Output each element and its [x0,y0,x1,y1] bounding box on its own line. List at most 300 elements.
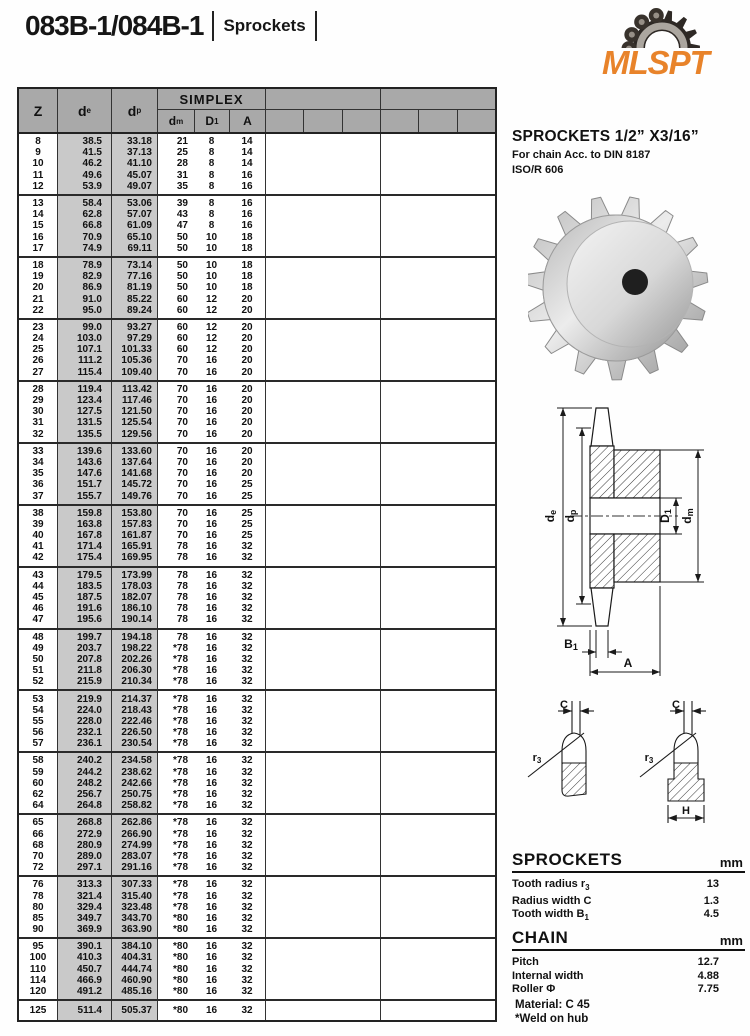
table-row [19,902,495,913]
cell-z: 19 [32,271,44,283]
cell-simplex [157,355,265,366]
cell-dp: 69.11 [127,242,152,254]
table-row-group [19,256,495,318]
sprockets-spec-title: SPROCKETS [512,850,623,869]
cell-empty [380,305,495,316]
cell-empty [265,271,380,282]
cell-dp: 363.90 [121,924,152,936]
table-row [19,305,495,316]
cell-empty [265,333,380,344]
table-row [19,603,495,614]
cell-de: 115.4 [77,366,102,378]
cell-simplex [157,367,265,378]
cell-empty [380,817,495,828]
cell-dp: 173.99 [121,569,152,581]
table-row [19,879,495,890]
table-row [19,789,495,800]
cell-d1: 12 [205,321,218,333]
table-row [19,395,495,406]
cell-dp: 291.16 [121,862,152,874]
cell-a: 32 [241,603,253,615]
table-row [19,367,495,378]
table-row [19,170,495,181]
table-row [19,417,495,428]
cell-dp: 234.58 [121,755,152,767]
cell-de: 66.8 [82,220,102,232]
cell-dm: *78 [172,738,188,750]
table-row-group [19,937,495,999]
cell-dm: *78 [172,665,188,677]
cell-empty [265,541,380,552]
cell-simplex [157,727,265,738]
cell-dm: 21 [176,136,188,148]
cell-d1: 10 [205,282,218,294]
cell-d1: 16 [205,879,218,891]
cell-empty [265,232,380,243]
cell-de: 272.9 [76,828,102,840]
spec-value: 4.5 [703,908,719,921]
cell-simplex [157,716,265,727]
cell-z: 39 [32,518,44,530]
cell-empty [380,902,495,913]
cell-d1: 8 [208,158,215,170]
cell-dm: *80 [172,941,188,953]
cell-z: 48 [32,631,44,643]
cell-de: 195.6 [76,614,102,626]
cell-a: 32 [241,828,253,840]
cell-empty [265,417,380,428]
cell-a: 25 [241,530,253,542]
cell-a: 25 [241,507,253,519]
cell-dp: 133.60 [121,445,152,457]
cell-simplex [157,406,265,417]
cell-empty [380,260,495,271]
cell-empty [380,862,495,873]
cell-empty [380,198,495,209]
cell-dm: *78 [172,766,188,778]
title-divider [212,11,214,41]
cell-de: 163.8 [76,518,102,530]
cell-dp: 57.07 [126,209,152,221]
cell-a: 32 [241,1005,253,1017]
cell-z: 76 [32,879,44,891]
cell-a: 20 [241,428,253,440]
cell-dp: 153.80 [121,507,152,519]
cell-dm: *78 [172,839,188,851]
cell-empty [380,581,495,592]
title-divider [315,11,317,41]
spec-row [512,983,745,997]
cell-empty [380,490,495,501]
simplex-column-group [157,89,265,132]
cell-z: 13 [32,198,44,210]
table-row [19,654,495,665]
cell-empty [380,778,495,789]
cell-d1: 16 [205,445,218,457]
chain-spec-rows [512,956,745,997]
cell-simplex [157,490,265,501]
cell-de: 143.6 [76,456,102,468]
cell-z: 125 [29,1005,47,1017]
cell-dp: 214.37 [121,693,152,705]
cell-dm: *78 [172,800,188,812]
cell-simplex [157,519,265,530]
cell-dp: 117.46 [121,395,152,407]
cell-dm: 78 [176,592,188,604]
cell-simplex [157,975,265,986]
table-row-group [19,318,495,380]
cell-de: 139.6 [76,445,102,457]
cell-d1: 16 [205,417,218,429]
cell-empty [380,384,495,395]
cell-dp: 315.40 [121,890,152,902]
cell-d1: 16 [205,850,218,862]
sprockets-spec-unit: mm [719,855,743,870]
cell-dp: 186.10 [121,603,152,615]
table-row [19,293,495,304]
cell-empty [380,879,495,890]
cell-empty [265,862,380,873]
table-row-group [19,194,495,256]
table-row [19,136,495,147]
cell-dp: 226.50 [121,727,152,739]
cell-de: 38.5 [82,136,102,148]
cell-empty [265,446,380,457]
cell-a: 18 [241,271,253,283]
cell-dm: *78 [172,828,188,840]
cell-empty [380,406,495,417]
cell-empty [380,367,495,378]
cell-de: 215.9 [76,676,102,688]
spec-value: 13 [706,878,719,890]
cell-empty [380,243,495,254]
table-row [19,232,495,243]
cell-simplex [157,654,265,665]
cell-simplex [157,986,265,997]
cell-simplex [157,384,265,395]
cell-dm: 70 [176,383,188,395]
table-row [19,158,495,169]
cell-empty [265,643,380,654]
cell-a: 32 [241,704,253,716]
cell-empty [265,902,380,913]
cell-empty [380,603,495,614]
cell-a: 32 [241,890,253,902]
cell-dp: 125.54 [121,417,152,429]
cell-empty [265,158,380,169]
cell-dp: 105.36 [121,355,152,367]
cell-simplex [157,232,265,243]
dim-label-c-right: C [672,699,680,711]
cell-empty [380,829,495,840]
cell-dp: 218.43 [121,704,152,716]
cell-z: 22 [32,304,44,316]
cell-dm: 60 [176,304,188,316]
cell-d1: 12 [205,304,218,316]
table-row [19,220,495,231]
cell-de: 187.5 [76,592,102,604]
table-row [19,271,495,282]
cell-empty [265,147,380,158]
cell-simplex [157,570,265,581]
sprocket-photo [528,182,720,394]
cell-dp: 53.06 [126,198,152,210]
cell-simplex [157,851,265,862]
iso-standard-note: ISO/R 606 [512,164,564,176]
cell-d1: 12 [205,333,218,345]
cell-d1: 16 [205,406,218,418]
cell-dp: 169.95 [121,552,152,564]
cell-z: 34 [32,456,44,468]
cell-empty [380,643,495,654]
column-header-z: Z [33,102,43,119]
sprockets-spec-rows [512,878,745,925]
table-row [19,541,495,552]
cell-empty [380,800,495,811]
cell-z: 46 [32,603,44,615]
cell-d1: 16 [205,530,218,542]
cell-simplex [157,879,265,890]
cell-dm: 50 [176,231,188,243]
material-notes [515,998,590,1026]
cell-dp: 190.14 [121,614,152,626]
cell-simplex [157,552,265,563]
cell-empty [265,851,380,862]
cell-de: 410.3 [76,952,102,964]
cell-a: 25 [241,490,253,502]
cell-d1: 16 [205,963,218,975]
empty-column-group-1 [265,89,380,132]
cell-z: 51 [32,665,44,677]
cell-a: 32 [241,924,253,936]
cell-empty [380,158,495,169]
cell-d1: 10 [205,271,218,283]
cell-de: 135.5 [76,428,102,440]
cell-empty [265,727,380,738]
table-row [19,479,495,490]
spec-row [512,895,745,909]
cell-d1: 16 [205,395,218,407]
cell-de: 74.9 [82,242,102,254]
column-header-a: A [229,110,265,132]
cell-d1: 16 [205,366,218,378]
cell-z: 64 [32,800,44,812]
table-row-group [19,751,495,813]
dim-label-dp: dp [563,509,578,523]
cell-dp: 165.91 [121,541,152,553]
cell-empty [265,614,380,625]
cell-a: 20 [241,321,253,333]
table-row [19,975,495,986]
cell-empty [265,716,380,727]
cell-d1: 10 [205,231,218,243]
cell-dm: *78 [172,789,188,801]
cell-empty [380,209,495,220]
cell-d1: 16 [205,456,218,468]
cell-a: 32 [241,676,253,688]
cell-simplex [157,344,265,355]
cell-empty [380,479,495,490]
cell-a: 32 [241,800,253,812]
cell-dm: *78 [172,715,188,727]
table-row [19,147,495,158]
cell-d1: 16 [205,974,218,986]
cell-de: 179.5 [76,569,102,581]
cell-d1: 10 [205,259,218,271]
cell-a: 25 [241,479,253,491]
cell-de: 329.4 [76,901,102,913]
table-row [19,209,495,220]
cell-dp: 129.56 [121,428,152,440]
cell-a: 16 [241,198,253,210]
cell-a: 32 [241,552,253,564]
cell-simplex [157,181,265,192]
sprocket-dimension-table [17,87,497,1022]
cell-dm: *78 [172,777,188,789]
cell-dp: 485.16 [121,986,152,998]
table-row [19,738,495,749]
cell-simplex [157,941,265,952]
cell-empty [265,282,380,293]
cell-dp: 238.62 [121,766,152,778]
cell-a: 32 [241,777,253,789]
cell-z: 24 [32,333,44,345]
cell-dp: 33.18 [126,136,152,148]
cell-dm: *78 [172,890,188,902]
cell-dp: 258.82 [121,800,152,812]
cell-a: 20 [241,366,253,378]
cell-z: 120 [29,986,47,998]
cell-empty [380,964,495,975]
cell-empty [265,209,380,220]
cell-dm: 78 [176,569,188,581]
cell-d1: 16 [205,490,218,502]
spec-row [512,956,745,970]
cell-d1: 8 [208,136,215,148]
cell-de: 159.8 [76,507,102,519]
cell-dp: 323.48 [121,901,152,913]
table-row-group [19,999,495,1020]
cell-a: 20 [241,383,253,395]
cell-de: 155.7 [76,490,102,502]
cell-a: 32 [241,738,253,750]
table-row [19,727,495,738]
table-row [19,941,495,952]
spec-label: Tooth radius $r_3$ [512,878,590,893]
cell-de: 491.2 [76,986,102,998]
chain-spec-unit: mm [719,933,743,948]
cell-z: 66 [32,828,44,840]
spec-label: Tooth width $B_1$ [512,908,589,923]
table-row [19,665,495,676]
table-row [19,181,495,192]
table-row [19,384,495,395]
cell-simplex [157,862,265,873]
cell-z: 25 [32,344,44,356]
cell-empty [265,879,380,890]
cell-z: 58 [32,755,44,767]
cell-dm: *80 [172,963,188,975]
cell-simplex [157,632,265,643]
cell-dp: 61.09 [126,220,152,232]
cell-de: 228.0 [76,715,102,727]
product-heading: SPROCKETS 1/2” X3/16” [512,128,699,145]
cell-dm: 50 [176,259,188,271]
cell-d1: 16 [205,986,218,998]
cell-a: 32 [241,879,253,891]
cell-dm: 70 [176,530,188,542]
cell-dm: *78 [172,850,188,862]
cell-a: 32 [241,839,253,851]
cell-z: 45 [32,592,44,604]
cell-a: 32 [241,862,253,874]
tooth-profile-drawings [512,695,748,845]
cell-simplex [157,592,265,603]
cell-z: 42 [32,552,44,564]
cell-de: 203.7 [76,642,102,654]
cell-simplex [157,508,265,519]
cell-dm: *78 [172,862,188,874]
cell-empty [380,592,495,603]
dim-label-dm: dm [680,508,695,524]
cell-z: 72 [32,862,44,874]
cell-dm: *78 [172,817,188,829]
cell-simplex [157,170,265,181]
cell-empty [265,986,380,997]
dim-label-b1: B1 [564,637,578,652]
cell-dp: 266.90 [121,828,152,840]
cell-a: 14 [241,136,253,148]
table-row-group [19,134,495,194]
cell-dp: 444.74 [121,963,152,975]
cell-dp: 262.86 [121,817,152,829]
cell-empty [265,468,380,479]
cell-de: 289.0 [76,850,102,862]
chain-standard-note: For chain Acc. to DIN 8187 [512,149,651,161]
cell-empty [380,181,495,192]
cell-a: 32 [241,755,253,767]
column-header-d1: D 1 [194,110,229,132]
cell-de: 313.3 [76,879,102,891]
cell-empty [265,817,380,828]
cell-empty [380,446,495,457]
cell-z: 47 [32,614,44,626]
table-header [19,89,495,134]
cell-empty [380,429,495,440]
cell-d1: 8 [208,198,215,210]
cell-a: 25 [241,518,253,530]
cell-dp: 149.76 [121,490,152,502]
chain-spec-section [512,928,745,997]
cell-d1: 12 [205,293,218,305]
cell-a: 18 [241,282,253,294]
table-row [19,355,495,366]
cell-d1: 16 [205,603,218,615]
cell-dm: *80 [172,1005,188,1017]
cell-dp: 206.30 [121,665,152,677]
table-row [19,890,495,901]
cell-simplex [157,260,265,271]
cell-dp: 81.19 [126,282,152,294]
dim-label-d1: D1 [658,509,673,523]
cell-dm: *80 [172,974,188,986]
cell-de: 70.9 [82,231,102,243]
cell-z: 41 [32,541,44,553]
cell-z: 55 [32,715,44,727]
cell-de: 511.4 [77,1005,102,1017]
cell-empty [265,632,380,643]
table-row [19,862,495,873]
